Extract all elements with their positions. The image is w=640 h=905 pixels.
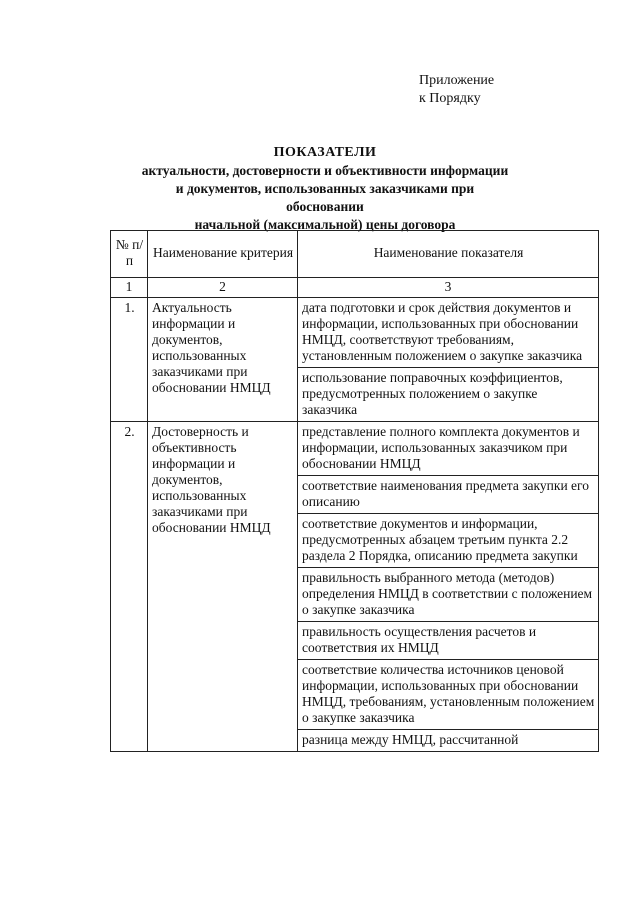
appendix-note xyxy=(419,72,494,108)
criterion-cell: Актуальность информации и документов, использованных заказчиками при обосновании НМЦД xyxy=(148,298,298,422)
table-header-row xyxy=(111,231,599,278)
title-line-2: и документов, использованных заказчиками при обосновании xyxy=(175,181,475,214)
indicator-cell: правильность осуществления расчетов и соответствия их НМЦД xyxy=(298,622,599,660)
criterion-cell: Достоверность и объективность информации и документов, использованных заказчиками при обосновании НМЦД xyxy=(148,422,298,752)
appendix-line-1: Приложение xyxy=(419,73,495,88)
title-main: ПОКАЗАТЕЛИ xyxy=(273,145,377,160)
indicators-table xyxy=(110,230,599,752)
table-row xyxy=(111,298,599,368)
indicator-cell: разница между НМЦД, рассчитанной xyxy=(298,730,599,752)
header-criterion: Наименование критерия xyxy=(148,231,298,278)
header-num: № п/п xyxy=(111,231,148,278)
column-number-1: 1 xyxy=(111,278,148,298)
table-row xyxy=(111,422,599,476)
column-number-row xyxy=(111,278,599,298)
indicator-cell: соответствие количества источников ценовой информации, использованных при обосновании НМЦД, требованиям, установленным положением о закупке заказчика xyxy=(298,660,599,730)
indicator-cell: использование поправочных коэффициентов, предусмотренных положением о закупке заказчика xyxy=(298,368,599,422)
indicator-cell: представление полного комплекта документов и информации, использованных заказчиком при обосновании НМЦД xyxy=(298,422,599,476)
column-number-2: 2 xyxy=(148,278,298,298)
row-number: 2. xyxy=(111,422,148,752)
indicator-cell: дата подготовки и срок действия документов и информации, использованных при обосновании НМЦД, соответствуют требованиям, установленным положением о закупке заказчика xyxy=(298,298,599,368)
indicator-cell: соответствие документов и информации, предусмотренных абзацем третьим пункта 2.2 раздела 2 Порядка, описанию предмета закупки xyxy=(298,514,599,568)
indicator-cell: соответствие наименования предмета закупки его описанию xyxy=(298,476,599,514)
indicator-cell: правильность выбранного метода (методов) определения НМЦД в соответствии с положением о закупке заказчика xyxy=(298,568,599,622)
document-title xyxy=(140,144,510,234)
appendix-line-2: к Порядку xyxy=(419,91,481,106)
row-number: 1. xyxy=(111,298,148,422)
title-line-1: актуальности, достоверности и объективности информации xyxy=(141,163,509,178)
header-indicator: Наименование показателя xyxy=(298,231,599,278)
title-line-3: начальной (максимальной) цены договора xyxy=(194,217,456,232)
column-number-3: 3 xyxy=(298,278,599,298)
